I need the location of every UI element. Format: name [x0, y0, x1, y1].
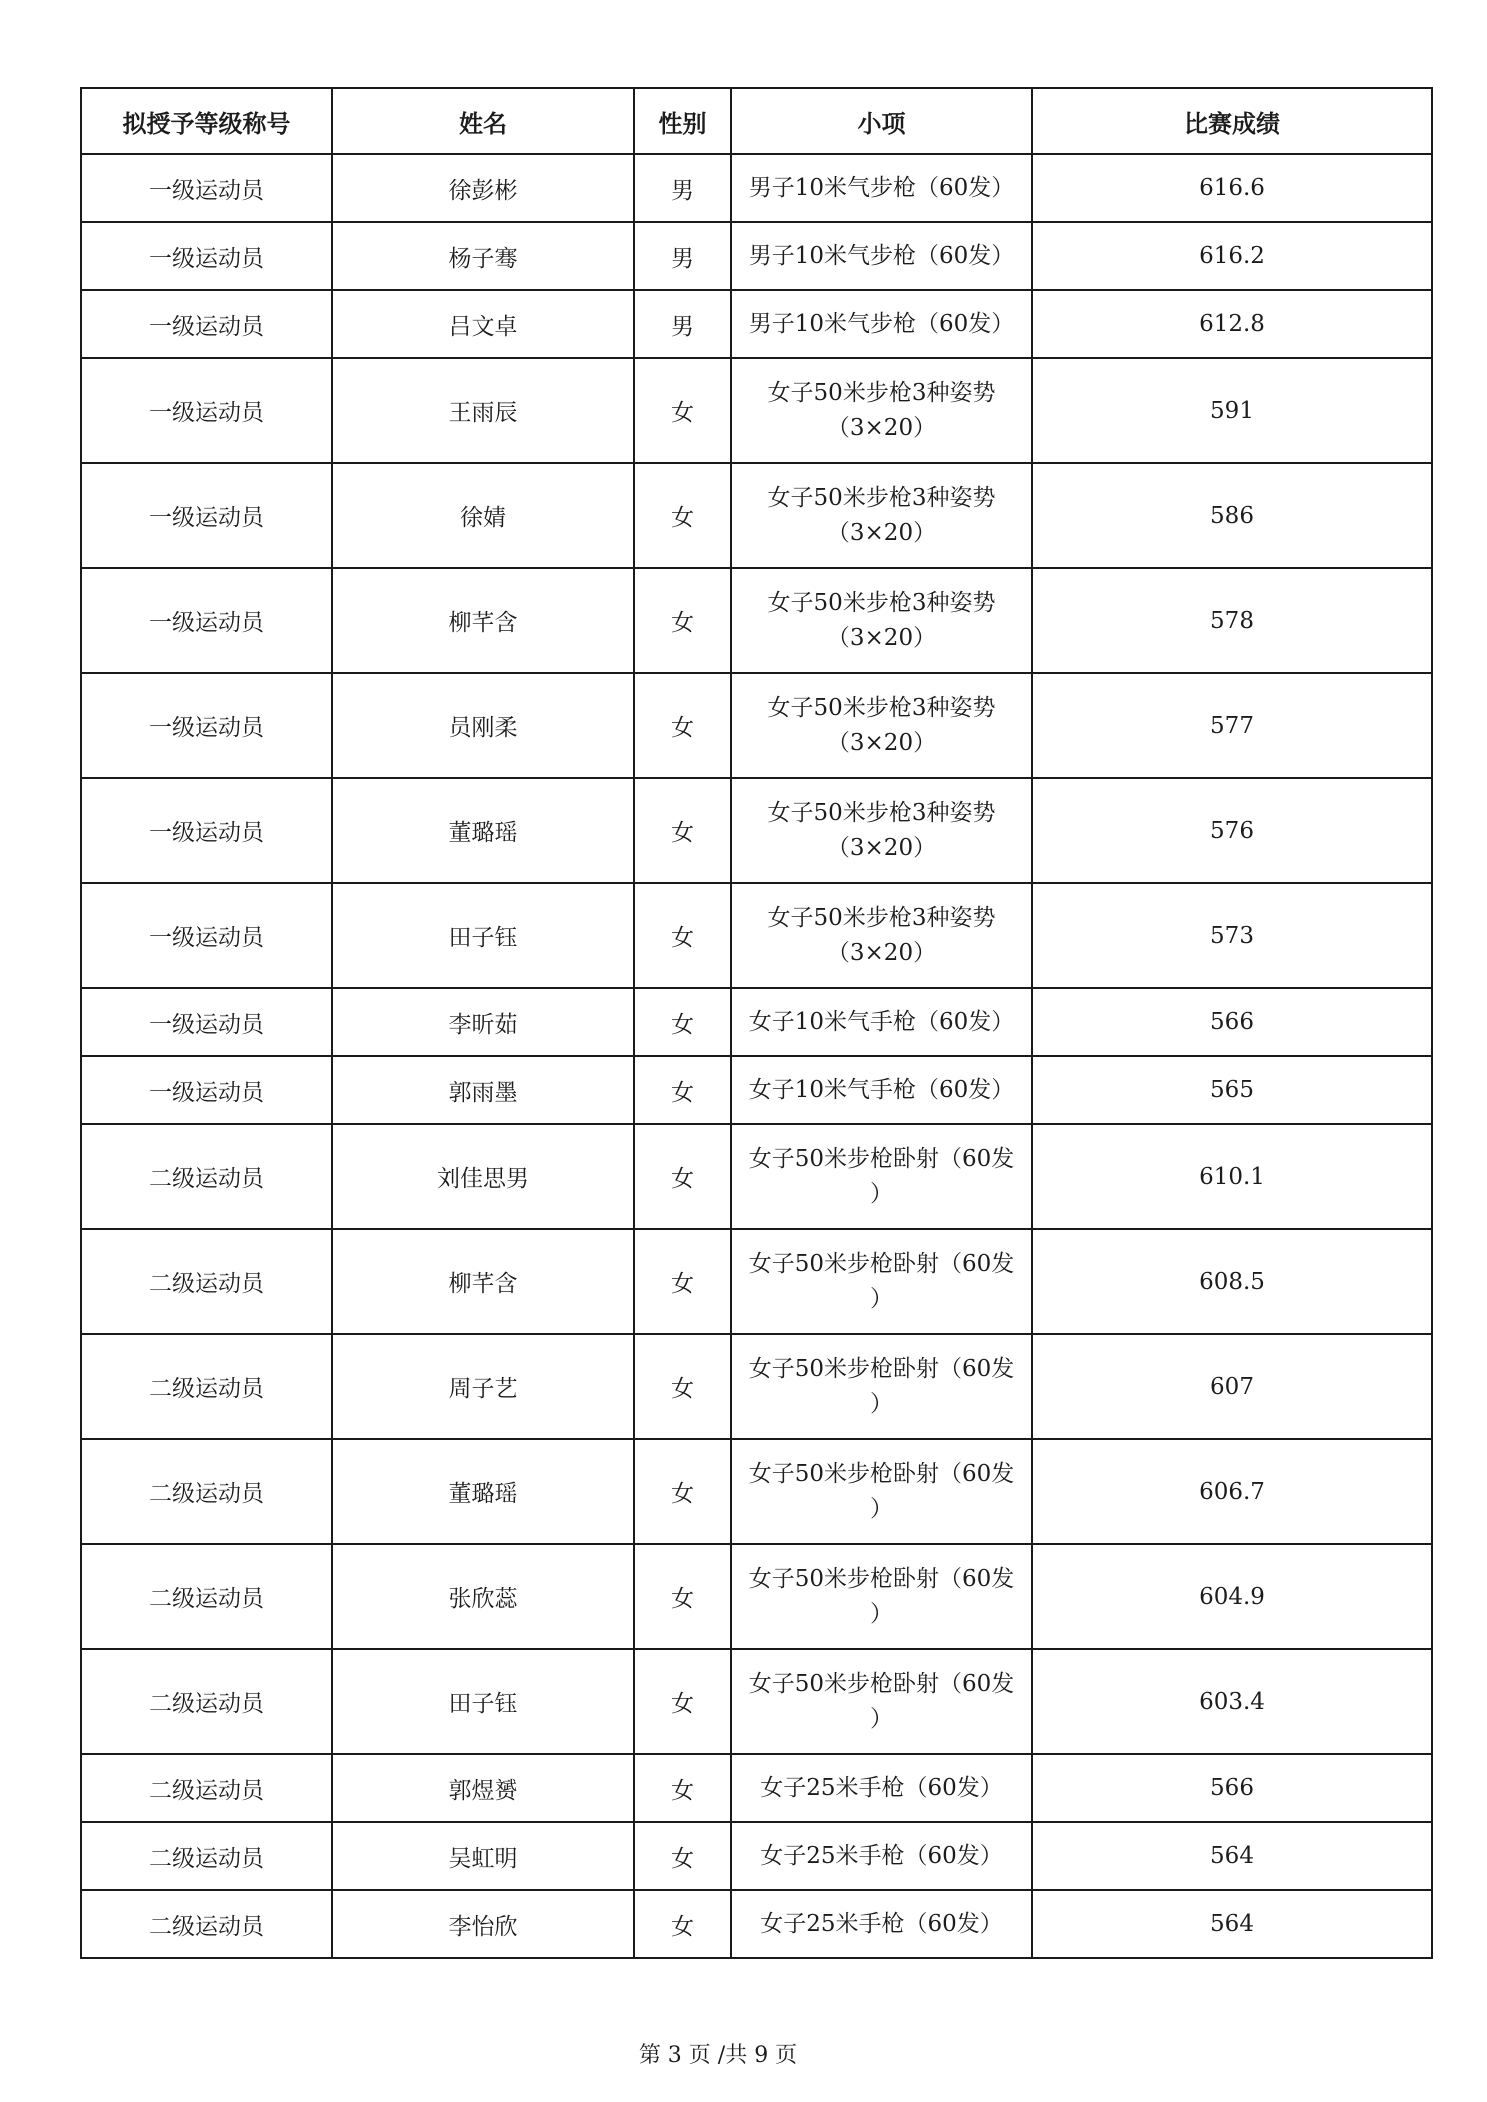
event-cell: 女子50米步枪卧射（60发 ）: [731, 1439, 1032, 1544]
name-cell: 柳芊含: [332, 1229, 634, 1334]
table-row: [81, 222, 1432, 290]
name-cell: 徐婧: [332, 463, 634, 568]
score-cell: 566: [1032, 988, 1432, 1056]
event-cell: 女子25米手枪（60发）: [731, 1754, 1032, 1822]
name-cell: 张欣蕊: [332, 1544, 634, 1649]
event-cell: 女子50米步枪卧射（60发 ）: [731, 1544, 1032, 1649]
table-row: [81, 1754, 1432, 1822]
score-cell: 591: [1032, 358, 1432, 463]
gender-cell: 女: [634, 778, 731, 883]
grade-cell: 一级运动员: [81, 673, 332, 778]
score-cell: 608.5: [1032, 1229, 1432, 1334]
gender-cell: 女: [634, 1056, 731, 1124]
table-row: [81, 988, 1432, 1056]
table-row: [81, 1649, 1432, 1754]
event-cell: 女子25米手枪（60发）: [731, 1890, 1032, 1958]
gender-cell: 女: [634, 1334, 731, 1439]
grade-cell: 一级运动员: [81, 883, 332, 988]
event-cell: 男子10米气步枪（60发）: [731, 290, 1032, 358]
table-header: [81, 88, 1432, 154]
name-cell: 杨子骞: [332, 222, 634, 290]
gender-cell: 女: [634, 1124, 731, 1229]
gender-cell: 女: [634, 1544, 731, 1649]
name-cell: 周子艺: [332, 1334, 634, 1439]
event-cell: 女子50米步枪3种姿势 （3×20）: [731, 358, 1032, 463]
grade-cell: 二级运动员: [81, 1229, 332, 1334]
table-row: [81, 290, 1432, 358]
event-cell: 男子10米气步枪（60发）: [731, 154, 1032, 222]
event-cell: 女子50米步枪卧射（60发 ）: [731, 1649, 1032, 1754]
table-row: [81, 568, 1432, 673]
gender-cell: 女: [634, 1229, 731, 1334]
athlete-grade-table: [80, 87, 1433, 1959]
header-row: [81, 88, 1432, 154]
table-row: [81, 1890, 1432, 1958]
name-cell: 李怡欣: [332, 1890, 634, 1958]
grade-cell: 一级运动员: [81, 222, 332, 290]
name-cell: 吕文卓: [332, 290, 634, 358]
score-cell: 564: [1032, 1822, 1432, 1890]
table-row: [81, 1056, 1432, 1124]
event-cell: 女子50米步枪3种姿势 （3×20）: [731, 463, 1032, 568]
table-row: [81, 1439, 1432, 1544]
score-cell: 607: [1032, 1334, 1432, 1439]
grade-cell: 二级运动员: [81, 1544, 332, 1649]
name-cell: 员刚柔: [332, 673, 634, 778]
table-row: [81, 673, 1432, 778]
gender-cell: 女: [634, 1439, 731, 1544]
table-row: [81, 1229, 1432, 1334]
table-row: [81, 463, 1432, 568]
event-cell: 女子25米手枪（60发）: [731, 1822, 1032, 1890]
header-event: 小项: [731, 88, 1032, 154]
gender-cell: 女: [634, 988, 731, 1056]
grade-cell: 一级运动员: [81, 1056, 332, 1124]
grade-cell: 一级运动员: [81, 568, 332, 673]
score-cell: 586: [1032, 463, 1432, 568]
gender-cell: 女: [634, 1822, 731, 1890]
event-cell: 女子50米步枪3种姿势 （3×20）: [731, 568, 1032, 673]
grade-cell: 二级运动员: [81, 1439, 332, 1544]
grade-cell: 一级运动员: [81, 778, 332, 883]
gender-cell: 女: [634, 1649, 731, 1754]
table-row: [81, 778, 1432, 883]
event-cell: 女子50米步枪3种姿势 （3×20）: [731, 673, 1032, 778]
score-cell: 604.9: [1032, 1544, 1432, 1649]
table-row: [81, 1334, 1432, 1439]
table-row: [81, 883, 1432, 988]
name-cell: 刘佳思男: [332, 1124, 634, 1229]
score-cell: 576: [1032, 778, 1432, 883]
score-cell: 578: [1032, 568, 1432, 673]
event-cell: 女子50米步枪卧射（60发 ）: [731, 1334, 1032, 1439]
score-cell: 610.1: [1032, 1124, 1432, 1229]
event-cell: 女子50米步枪3种姿势 （3×20）: [731, 883, 1032, 988]
score-cell: 577: [1032, 673, 1432, 778]
score-cell: 616.2: [1032, 222, 1432, 290]
score-cell: 606.7: [1032, 1439, 1432, 1544]
score-cell: 566: [1032, 1754, 1432, 1822]
grade-cell: 一级运动员: [81, 988, 332, 1056]
name-cell: 王雨辰: [332, 358, 634, 463]
gender-cell: 男: [634, 290, 731, 358]
name-cell: 柳芊含: [332, 568, 634, 673]
table-row: [81, 1124, 1432, 1229]
name-cell: 董璐瑶: [332, 778, 634, 883]
gender-cell: 男: [634, 154, 731, 222]
page-number: 第 3 页 /共 9 页: [638, 2043, 798, 2068]
event-cell: 女子50米步枪3种姿势 （3×20）: [731, 778, 1032, 883]
score-cell: 565: [1032, 1056, 1432, 1124]
gender-cell: 男: [634, 222, 731, 290]
grade-cell: 一级运动员: [81, 358, 332, 463]
gender-cell: 女: [634, 568, 731, 673]
gender-cell: 女: [634, 1890, 731, 1958]
grade-cell: 一级运动员: [81, 290, 332, 358]
grade-cell: 二级运动员: [81, 1754, 332, 1822]
table-row: [81, 1544, 1432, 1649]
gender-cell: 女: [634, 358, 731, 463]
score-cell: 564: [1032, 1890, 1432, 1958]
gender-cell: 女: [634, 1754, 731, 1822]
event-cell: 女子50米步枪卧射（60发 ）: [731, 1229, 1032, 1334]
event-cell: 女子10米气手枪（60发）: [731, 988, 1032, 1056]
table-row: [81, 358, 1432, 463]
header-grade: 拟授予等级称号: [81, 88, 332, 154]
header-score: 比赛成绩: [1032, 88, 1432, 154]
grade-cell: 二级运动员: [81, 1890, 332, 1958]
name-cell: 郭煜赟: [332, 1754, 634, 1822]
table-row: [81, 1822, 1432, 1890]
grade-cell: 二级运动员: [81, 1649, 332, 1754]
name-cell: 徐彭彬: [332, 154, 634, 222]
grade-cell: 二级运动员: [81, 1334, 332, 1439]
header-name: 姓名: [332, 88, 634, 154]
gender-cell: 女: [634, 673, 731, 778]
grade-cell: 一级运动员: [81, 463, 332, 568]
event-cell: 男子10米气步枪（60发）: [731, 222, 1032, 290]
event-cell: 女子50米步枪卧射（60发 ）: [731, 1124, 1032, 1229]
table-body: [81, 154, 1432, 1958]
header-gender: 性别: [634, 88, 731, 154]
event-cell: 女子10米气手枪（60发）: [731, 1056, 1032, 1124]
score-cell: 603.4: [1032, 1649, 1432, 1754]
grade-cell: 二级运动员: [81, 1822, 332, 1890]
grade-cell: 一级运动员: [81, 154, 332, 222]
score-cell: 612.8: [1032, 290, 1432, 358]
name-cell: 田子钰: [332, 883, 634, 988]
score-cell: 616.6: [1032, 154, 1432, 222]
grade-cell: 二级运动员: [81, 1124, 332, 1229]
table-row: [81, 154, 1432, 222]
gender-cell: 女: [634, 463, 731, 568]
name-cell: 郭雨墨: [332, 1056, 634, 1124]
gender-cell: 女: [634, 883, 731, 988]
name-cell: 李昕茹: [332, 988, 634, 1056]
name-cell: 董璐瑶: [332, 1439, 634, 1544]
score-cell: 573: [1032, 883, 1432, 988]
name-cell: 吴虹明: [332, 1822, 634, 1890]
name-cell: 田子钰: [332, 1649, 634, 1754]
